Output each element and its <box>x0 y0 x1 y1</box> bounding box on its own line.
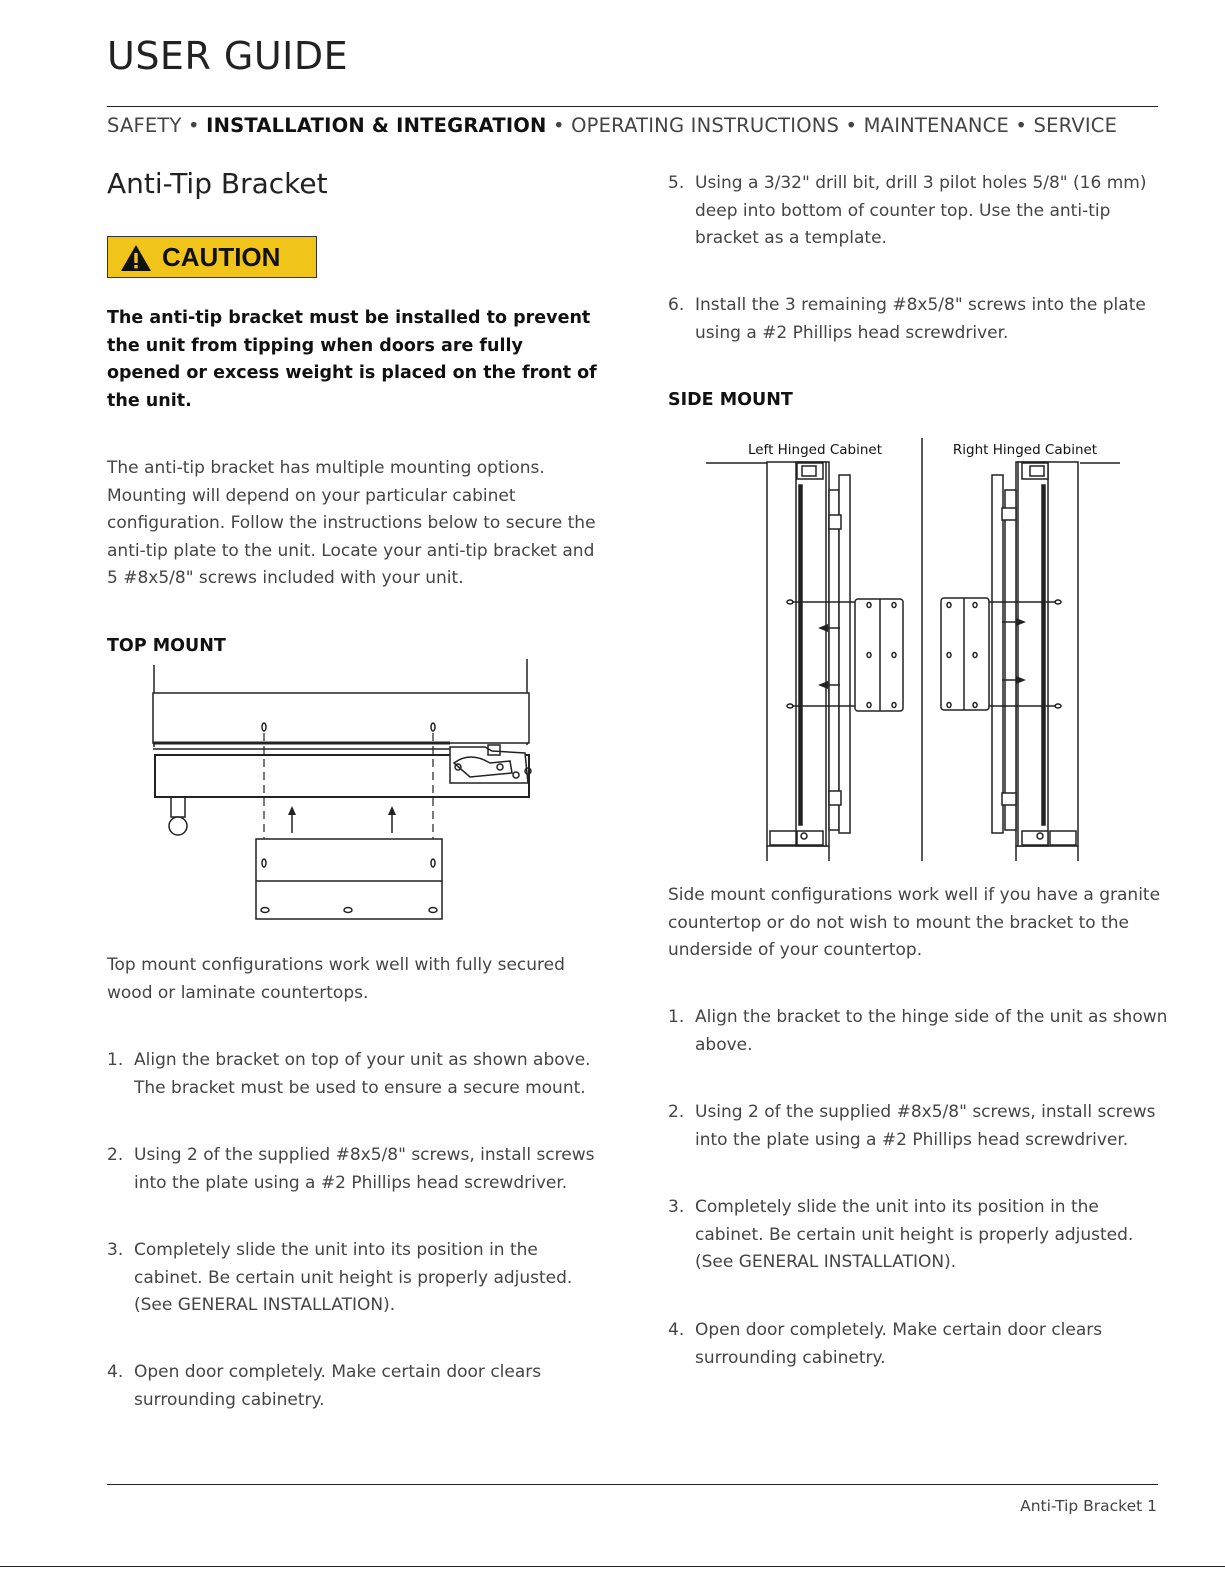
page-bottom-edge <box>0 1566 1225 1567</box>
warning-line: the unit from tipping when doors are fully <box>107 335 523 356</box>
caution-badge <box>107 236 317 278</box>
nav-item-safety: SAFETY <box>107 114 182 137</box>
top-mount-step-5 <box>668 170 1168 255</box>
left-hinged-label: Left Hinged Cabinet <box>747 442 883 458</box>
side-mount-description <box>668 882 1178 965</box>
nav-item-maintenance: MAINTENANCE <box>863 114 1010 137</box>
step-number: 1. <box>668 1007 685 1027</box>
warning-line: The anti-tip bracket must be installed to prevent <box>107 308 591 328</box>
description-line: countertop or do not wish to mount the bracket to the <box>668 912 1130 933</box>
warning-text <box>107 305 602 415</box>
intro-paragraph <box>107 455 607 593</box>
step-line: using a #2 Phillips head screwdriver. <box>695 322 1009 343</box>
step-number: 2. <box>668 1102 685 1122</box>
step-line: Install the 3 remaining #8x5/8" screws into the plate <box>695 295 1146 315</box>
step-line: The bracket must be used to ensure a secure mount. <box>134 1077 586 1098</box>
document-title: USER GUIDE <box>107 34 349 78</box>
nav-separator: • <box>552 114 565 137</box>
top-mount-description <box>107 952 607 1007</box>
side-mount-step-3 <box>668 1194 1178 1279</box>
step-line: Using 2 of the supplied #8x5/8" screws, install screws <box>134 1145 595 1165</box>
step-number: 2. <box>107 1145 124 1165</box>
intro-line: configuration. Follow the instructions below to secure the <box>107 513 596 533</box>
top-mount-step-6 <box>668 292 1168 352</box>
step-number: 4. <box>668 1320 685 1340</box>
nav-item-service: SERVICE <box>1033 114 1118 137</box>
step-line: Completely slide the unit into its position in the <box>134 1240 538 1260</box>
step-line: (See GENERAL INSTALLATION). <box>695 1252 957 1272</box>
side-mount-step-2 <box>668 1099 1178 1159</box>
side-mount-heading: SIDE MOUNT <box>668 390 793 410</box>
step-line: Using 2 of the supplied #8x5/8" screws, install screws <box>695 1102 1156 1122</box>
description-line: Top mount configurations work well with fully secured <box>107 955 565 975</box>
step-line: Align the bracket to the hinge side of the unit as shown <box>695 1007 1168 1027</box>
page-number: Anti-Tip Bracket 1 <box>1020 1497 1157 1515</box>
footer-rule <box>107 1484 1158 1485</box>
top-mount-step-1 <box>107 1047 607 1107</box>
side-mount-diagram <box>700 435 1130 865</box>
warning-triangle-icon <box>120 244 152 272</box>
step-number: 4. <box>107 1362 124 1382</box>
nav-separator: • <box>188 114 200 137</box>
step-number: 5. <box>668 173 685 193</box>
step-line: into the plate using a #2 Phillips head screwdriver. <box>695 1129 1129 1150</box>
step-line: bracket as a template. <box>695 228 887 248</box>
step-line: deep into bottom of counter top. Use the anti-tip <box>695 200 1111 221</box>
intro-line: 5 #8x5/8" screws included with your unit. <box>107 568 464 588</box>
nav-separator: • <box>845 114 858 137</box>
top-mount-step-2 <box>107 1142 607 1202</box>
intro-line: Mounting will depend on your particular cabinet <box>107 485 516 506</box>
step-line: Using a 3/32" drill bit, drill 3 pilot holes 5/8" (16 mm) <box>695 173 1147 193</box>
top-mount-step-3 <box>107 1237 607 1322</box>
top-mount-heading: TOP MOUNT <box>107 636 226 656</box>
top-mount-step-4 <box>107 1359 607 1419</box>
step-line: cabinet. Be certain unit height is properly adjusted. <box>134 1267 573 1288</box>
description-line: wood or laminate countertops. <box>107 982 369 1003</box>
side-mount-step-4 <box>668 1317 1178 1377</box>
top-mount-diagram <box>140 655 540 925</box>
nav-item-installation: INSTALLATION & INTEGRATION <box>206 114 547 137</box>
intro-line: The anti-tip bracket has multiple mounting options. <box>107 458 545 478</box>
step-line: Open door completely. Make certain door clears <box>695 1320 1103 1340</box>
step-line: Open door completely. Make certain door clears <box>134 1362 542 1382</box>
description-line: underside of your countertop. <box>668 940 923 960</box>
side-mount-step-1 <box>668 1004 1178 1064</box>
step-line: surrounding cabinetry. <box>695 1347 886 1368</box>
step-line: cabinet. Be certain unit height is properly adjusted. <box>695 1224 1134 1245</box>
step-line: Align the bracket on top of your unit as shown above. <box>134 1050 591 1070</box>
step-number: 3. <box>107 1240 124 1260</box>
nav-item-operating: OPERATING INSTRUCTIONS <box>571 114 840 137</box>
step-line: above. <box>695 1034 753 1055</box>
step-line: (See GENERAL INSTALLATION). <box>134 1295 396 1315</box>
description-line: Side mount configurations work well if you have a granite <box>668 885 1161 905</box>
step-number: 3. <box>668 1197 685 1217</box>
right-hinged-label: Right Hinged Cabinet <box>952 442 1098 458</box>
section-nav <box>107 114 1117 137</box>
header-rule <box>107 106 1158 107</box>
step-number: 1. <box>107 1050 124 1070</box>
caution-label: CAUTION <box>162 242 281 272</box>
warning-line: opened or excess weight is placed on the front of <box>107 363 597 383</box>
nav-separator: • <box>1015 114 1028 137</box>
step-number: 6. <box>668 295 685 315</box>
intro-line: anti-tip plate to the unit. Locate your anti-tip bracket and <box>107 540 595 561</box>
step-line: into the plate using a #2 Phillips head screwdriver. <box>134 1172 568 1193</box>
section-title: Anti-Tip Bracket <box>107 167 328 200</box>
warning-line: the unit. <box>107 390 192 411</box>
step-line: Completely slide the unit into its position in the <box>695 1197 1099 1217</box>
step-line: surrounding cabinetry. <box>134 1389 325 1410</box>
